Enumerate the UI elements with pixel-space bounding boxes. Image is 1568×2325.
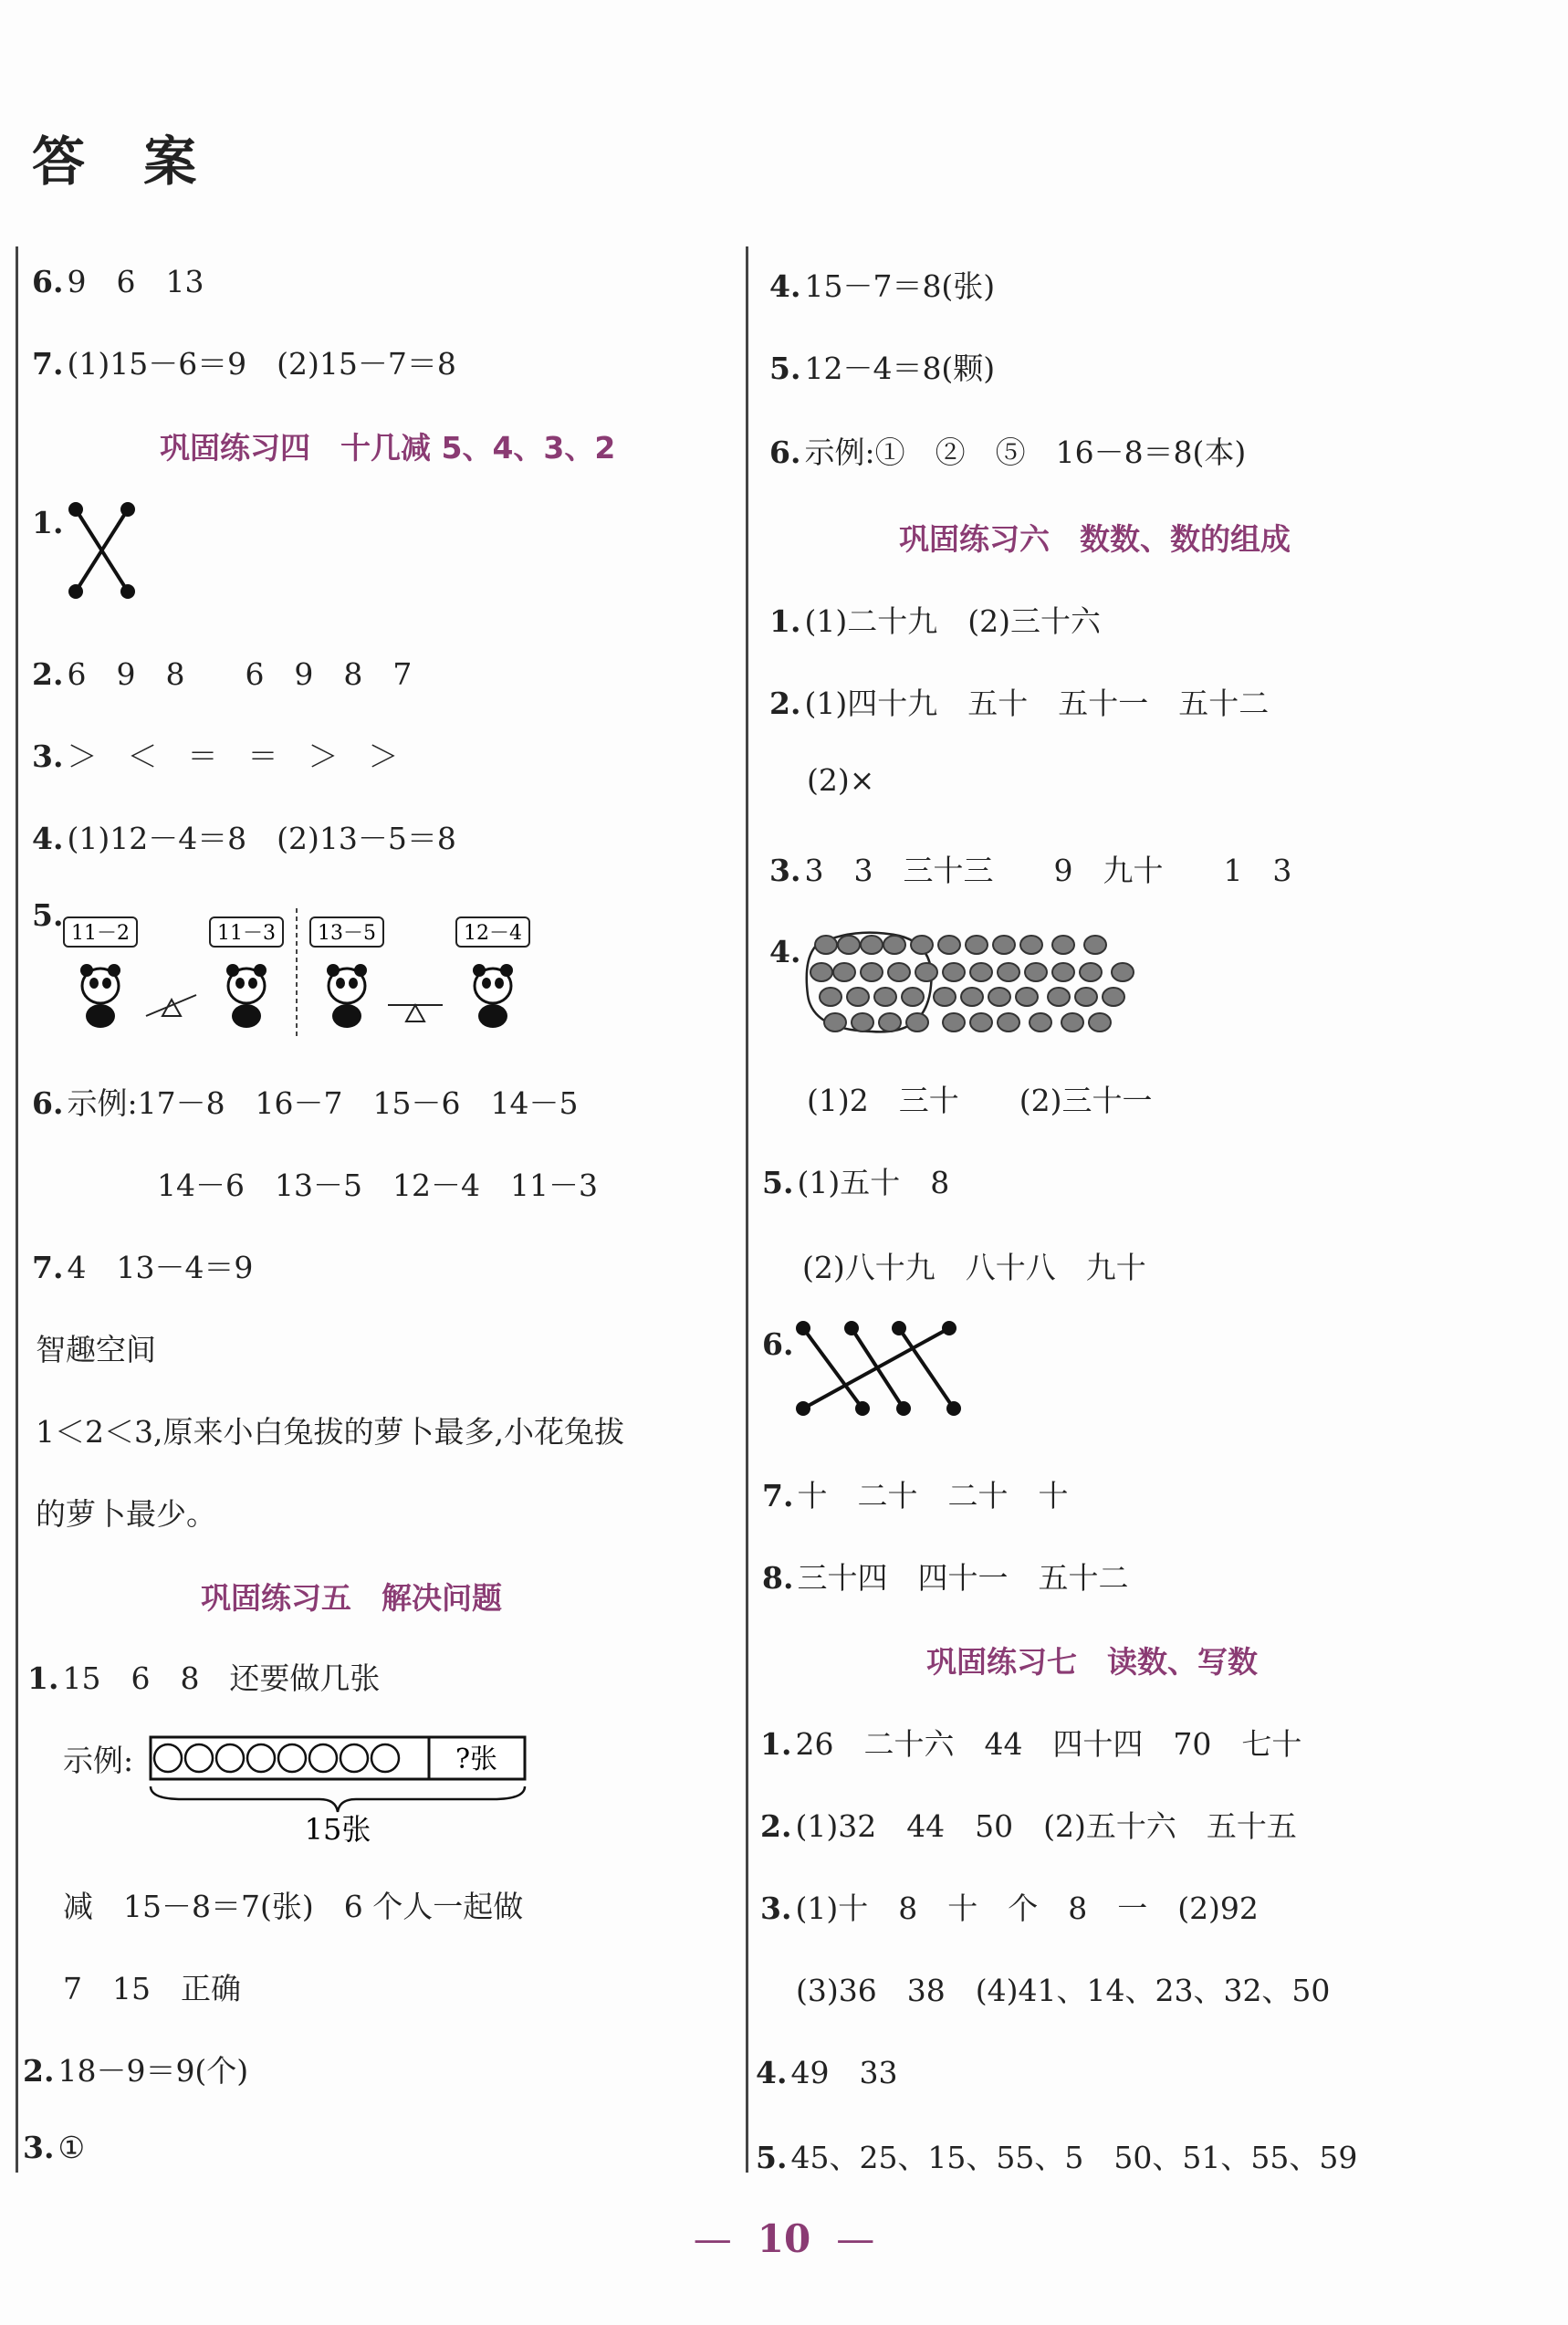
page-title: 答 案 (32, 131, 217, 193)
stone-grouping-figure (799, 922, 1155, 1045)
answer-line: 7 15 正确 (63, 1971, 241, 2006)
stone-icon (852, 1013, 873, 1032)
answer-line: 1. 15 6 8 还要做几张 (27, 1660, 381, 1696)
stone-icon (861, 936, 883, 954)
panda-group-2 (210, 917, 283, 1028)
stone-icon (902, 988, 924, 1006)
answer-line: 4. 49 33 (756, 2055, 898, 2090)
stone-icon (943, 1013, 965, 1032)
bar-unknown-label: ?张 (455, 1744, 498, 1775)
answer-line: (1)2 三十 (2)三十一 (807, 1083, 1153, 1118)
stone-icon (966, 936, 988, 954)
answer-line: 3. 3 3 三十三 9 九十 1 3 (769, 853, 1292, 888)
stone-icon (1052, 936, 1074, 954)
answer-line: 智趣空间 (36, 1332, 156, 1367)
match-dot (892, 1321, 906, 1335)
matching-figure (64, 497, 146, 602)
stone-icon (998, 1013, 1019, 1032)
stone-icon (1016, 988, 1038, 1006)
stone-icon (1052, 963, 1074, 981)
answer-line: 2. (1)32 44 50 (2)五十六 五十五 (760, 1808, 1297, 1844)
expression-label: 11－2 (71, 922, 130, 945)
match-dot (68, 502, 83, 517)
seesaw-icon (388, 1005, 443, 1021)
answer-line: 7. 十 二十 二十 十 (762, 1478, 1069, 1513)
match-dot (796, 1401, 810, 1416)
expression-label: 11－3 (217, 922, 276, 945)
bar-total-label: 15张 (304, 1812, 371, 1844)
answer-line: 6. 9 6 13 (32, 264, 204, 299)
section-heading: 巩固练习六 数数、数的组成 (899, 521, 1291, 557)
answer-line: 1＜2＜3,原来小白兔拔的萝卜最多,小花兔拔 (36, 1414, 624, 1450)
answer-line: 3. ① (23, 2130, 86, 2165)
stone-icon (915, 963, 937, 981)
answer-line: 1. (32, 505, 64, 540)
answer-line: 5. 45、25、15、55、5 50、51、55、59 (756, 2140, 1358, 2175)
match-dot (68, 584, 83, 599)
panda-group-4 (456, 917, 529, 1028)
answer-line: 14－6 13－5 12－4 11－3 (157, 1168, 598, 1203)
answer-line: 6. 示例:17－8 16－7 15－6 14－5 (32, 1085, 579, 1121)
stone-icon (1089, 1013, 1111, 1032)
match-dot (896, 1401, 911, 1416)
bar-brace (151, 1786, 525, 1812)
answer-line: 4. (1)12－4＝8 (2)13－5＝8 (32, 821, 456, 856)
stone-icon (906, 1013, 928, 1032)
answer-line: 的萝卜最少。 (36, 1496, 216, 1532)
stone-icon (815, 936, 837, 954)
left-column-rule (16, 246, 18, 2173)
answer-line: 5. (32, 897, 64, 933)
stone-icon (993, 936, 1015, 954)
answer-line: 3. (1)十 8 十 个 8 一 (2)92 (760, 1890, 1259, 1926)
answer-line: 4. (769, 934, 801, 969)
stone-icon (970, 963, 992, 981)
stone-icon (1075, 988, 1097, 1006)
stone-icon (824, 1013, 846, 1032)
stone-icon (879, 1013, 901, 1032)
stone-icon (911, 936, 933, 954)
answer-line: (2)× (807, 762, 875, 798)
stone-icon (1061, 1013, 1083, 1032)
stone-icon (998, 963, 1019, 981)
match-line (803, 1328, 862, 1409)
answer-line: 示例: (63, 1743, 134, 1778)
answer-line: 5. 12－4＝8(颗) (769, 351, 996, 386)
stone-icon (820, 988, 841, 1006)
stone-icon (1112, 963, 1134, 981)
answer-line: 2. (1)四十九 五十 五十一 五十二 (769, 686, 1270, 721)
stone-icon (883, 936, 905, 954)
answer-line: 3. ＞ ＜ ＝ ＝ ＞ ＞ (32, 738, 399, 774)
match-dot (942, 1321, 956, 1335)
answer-line: 1. (1)二十九 (2)三十六 (769, 603, 1101, 639)
seesaw-icon (146, 995, 196, 1016)
center-column-rule (746, 246, 748, 2173)
match-dot (120, 502, 135, 517)
section-heading: 巩固练习五 解决问题 (201, 1580, 502, 1616)
answer-line: 减 15－8＝7(张) 6 个人一起做 (63, 1889, 524, 1924)
stone-icon (847, 988, 869, 1006)
stone-icon (1025, 963, 1047, 981)
answer-line: 2. 6 9 8 6 9 8 7 (32, 656, 413, 692)
panda-group-1 (64, 917, 137, 1028)
stone-icon (810, 963, 832, 981)
page-number: — 10 — (693, 2216, 875, 2261)
answer-line: 6. (762, 1326, 794, 1362)
stone-icon (988, 988, 1010, 1006)
match-dot (796, 1321, 810, 1335)
match-dot (844, 1321, 859, 1335)
stone-icon (938, 936, 960, 954)
stone-icon (861, 963, 883, 981)
answer-line: 8. 三十四 四十一 五十二 (762, 1560, 1129, 1596)
matching-figure (794, 1314, 967, 1424)
stone-icon (888, 963, 910, 981)
answer-line: 7. (1)15－6＝9 (2)15－7＝8 (32, 346, 456, 382)
stone-icon (1048, 988, 1070, 1006)
stone-icon (1020, 936, 1042, 954)
expression-label: 12－4 (464, 922, 522, 945)
stone-icon (970, 1013, 992, 1032)
panda-group-3 (310, 917, 383, 1028)
stone-icon (1103, 988, 1124, 1006)
expression-label: 13－5 (318, 922, 376, 945)
stone-icon (934, 988, 956, 1006)
section-heading: 巩固练习七 读数、写数 (926, 1644, 1258, 1680)
answer-line: 4. 15－7＝8(张) (769, 268, 996, 304)
answer-line: 7. 4 13－4＝9 (32, 1250, 254, 1285)
match-dot (120, 584, 135, 599)
match-dot (946, 1401, 961, 1416)
match-dot (855, 1401, 870, 1416)
answer-line: 6. 示例:① ② ⑤ 16－8＝8(本) (769, 435, 1247, 470)
stone-icon (833, 963, 855, 981)
stone-icon (1084, 936, 1106, 954)
answer-line: 2. 18－9＝9(个) (23, 2053, 249, 2089)
answer-line: (2)八十九 八十八 九十 (802, 1250, 1146, 1285)
answer-line: 5. (1)五十 8 (762, 1165, 950, 1200)
bar-model-diagram (146, 1730, 538, 1844)
section-heading: 巩固练习四 十几减 5、4、3、2 (160, 430, 616, 466)
answer-line: (3)36 38 (4)41、14、23、32、50 (796, 1973, 1331, 2008)
stone-icon (1080, 963, 1102, 981)
answer-line: 1. 26 二十六 44 四十四 70 七十 (760, 1726, 1302, 1762)
stone-icon (874, 988, 896, 1006)
stone-icon (838, 936, 860, 954)
stone-icon (943, 963, 965, 981)
stone-icon (961, 988, 983, 1006)
stone-icon (1030, 1013, 1051, 1032)
panda-seesaw-figure (55, 908, 548, 1041)
